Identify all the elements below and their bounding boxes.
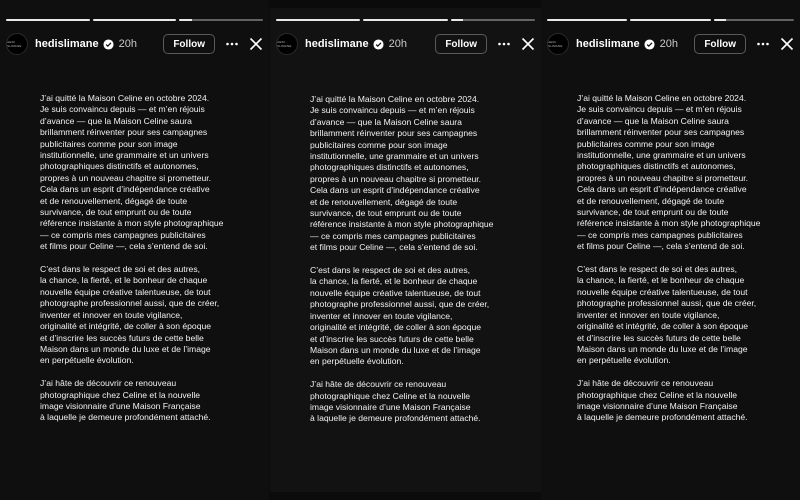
close-icon[interactable] — [521, 37, 535, 51]
paragraph: C’est dans le respect de soi et des autres, la chance, la fierté, et le bonheur de chaque nouvelle équipe créative talentueuse, de tout photographe professionnel aussi, que de créer, inventer et innover en toute vigilance, originalité et intégrité, de coller à son époque et d’inscrire les succès futurs de cette belle Maison dans un monde du luxe et de l’image en perpétuelle évolution. — [310, 265, 490, 367]
paragraph: J’ai quitté la Maison Celine en octobre 2024. Je suis convaincu depuis — et m’en réjouis d’avance — que la Maison Celine saura brillamment réinventer pour ses campagnes publicitaires comme pour son image institutionnelle, une grammaire et un univers photographiques distinctifs et autonomes, propres à un nouveau chapitre si prometteur. Cela dans un esprit d’indépendance créative et de renouvellement, dégagé de toute survivance, de tout emprunt ou de toute référence insistante à mon style photographique — ce compris mes campagnes publicitaires et films pour Celine —, cela s’entend de soi. — [40, 93, 224, 252]
story-panel[interactable] — [0, 0, 269, 500]
story-header — [547, 33, 794, 55]
follow-button[interactable]: Follow — [163, 34, 215, 54]
avatar[interactable]: HEDI SLIMANE — [276, 33, 298, 55]
username[interactable]: hedislimane — [35, 38, 99, 50]
progress-segment — [363, 19, 447, 21]
story-progress-bar — [547, 19, 794, 21]
progress-segment — [547, 19, 627, 21]
progress-segment — [276, 19, 360, 21]
paragraph: C’est dans le respect de soi et des autres, la chance, la fierté, et le bonheur de chaque nouvelle équipe créative talentueuse, de tout photographe professionnel aussi, que de créer, inventer et innover en toute vigilance, originalité et intégrité, de coller à son époque et d’inscrire les succès futurs de cette belle Maison dans un monde du luxe et de l’image en perpétuelle évolution. — [577, 264, 757, 366]
progress-segment — [630, 19, 710, 21]
progress-fill — [547, 19, 627, 21]
progress-segment — [714, 19, 794, 21]
close-icon[interactable] — [780, 37, 794, 51]
story-text — [577, 93, 800, 435]
avatar[interactable]: HEDI SLIMANE — [547, 33, 569, 55]
username[interactable]: hedislimane — [576, 38, 640, 50]
verified-badge-icon — [103, 39, 114, 50]
post-time: 20h — [659, 38, 678, 50]
progress-fill — [714, 19, 726, 21]
paragraph: J’ai hâte de découvrir ce renouveau photographique chez Celine et la nouvelle image visionnaire d’une Maison Française à laquelle je demeure profondément attaché. — [577, 378, 748, 423]
story-text — [40, 93, 265, 435]
story-progress-bar — [276, 19, 535, 21]
progress-segment — [6, 19, 90, 21]
close-icon[interactable] — [249, 37, 263, 51]
progress-fill — [93, 19, 177, 21]
progress-segment — [179, 19, 263, 21]
paragraph: J’ai hâte de découvrir ce renouveau photographique chez Celine et la nouvelle image visionnaire d’une Maison Française à laquelle je demeure profondément attaché. — [310, 379, 481, 424]
progress-fill — [6, 19, 90, 21]
paragraph: J’ai quitté la Maison Celine en octobre 2024. Je suis convaincu depuis — et m’en réjouis d’avance — que la Maison Celine saura brillamment réinventer pour ses campagnes publicitaires comme pour son image institutionnelle, une grammaire et un univers photographiques distinctifs et autonomes, propres à un nouveau chapitre si prometteur. Cela dans un esprit d’indépendance créative et de renouvellement, dégagé de toute survivance, de tout emprunt ou de toute référence insistante à mon style photographique — ce compris mes campagnes publicitaires et films pour Celine —, cela s’entend de soi. — [310, 94, 494, 253]
story-header — [6, 33, 263, 55]
progress-fill — [363, 19, 447, 21]
follow-button[interactable]: Follow — [694, 34, 746, 54]
paragraph: C’est dans le respect de soi et des autres, la chance, la fierté, et le bonheur de chaque nouvelle équipe créative talentueuse, de tout photographe professionnel aussi, que de créer, inventer et innover en toute vigilance, originalité et intégrité, de coller à son époque et d’inscrire les succès futurs de cette belle Maison dans un monde du luxe et de l’image en perpétuelle évolution. — [40, 264, 220, 366]
post-time: 20h — [388, 38, 407, 50]
story-panel[interactable] — [541, 0, 800, 500]
progress-fill — [630, 19, 710, 21]
more-options-icon[interactable] — [756, 37, 770, 51]
story-header — [276, 33, 535, 55]
progress-fill — [179, 19, 192, 21]
username[interactable]: hedislimane — [305, 38, 369, 50]
more-options-icon[interactable] — [225, 37, 239, 51]
more-options-icon[interactable] — [497, 37, 511, 51]
follow-button[interactable]: Follow — [435, 34, 487, 54]
progress-segment — [451, 19, 535, 21]
paragraph: J’ai quitté la Maison Celine en octobre 2024. Je suis convaincu depuis — et m’en réjouis d’avance — que la Maison Celine saura brillamment réinventer pour ses campagnes publicitaires comme pour son image institutionnelle, une grammaire et un univers photographiques distinctifs et autonomes, propres à un nouveau chapitre si prometteur. Cela dans un esprit d’indépendance créative et de renouvellement, dégagé de toute survivance, de tout emprunt ou de toute référence insistante à mon style photographique — ce compris mes campagnes publicitaires et films pour Celine —, cela s’entend de soi. — [577, 93, 761, 252]
story-panel[interactable] — [270, 8, 541, 492]
story-text — [310, 94, 535, 436]
avatar[interactable]: HEDI SLIMANE — [6, 33, 28, 55]
progress-fill — [451, 19, 464, 21]
story-progress-bar — [6, 19, 263, 21]
post-time: 20h — [118, 38, 137, 50]
progress-segment — [93, 19, 177, 21]
verified-badge-icon — [644, 39, 655, 50]
progress-fill — [276, 19, 360, 21]
verified-badge-icon — [373, 39, 384, 50]
paragraph: J’ai hâte de découvrir ce renouveau photographique chez Celine et la nouvelle image visionnaire d’une Maison Française à laquelle je demeure profondément attaché. — [40, 378, 211, 423]
